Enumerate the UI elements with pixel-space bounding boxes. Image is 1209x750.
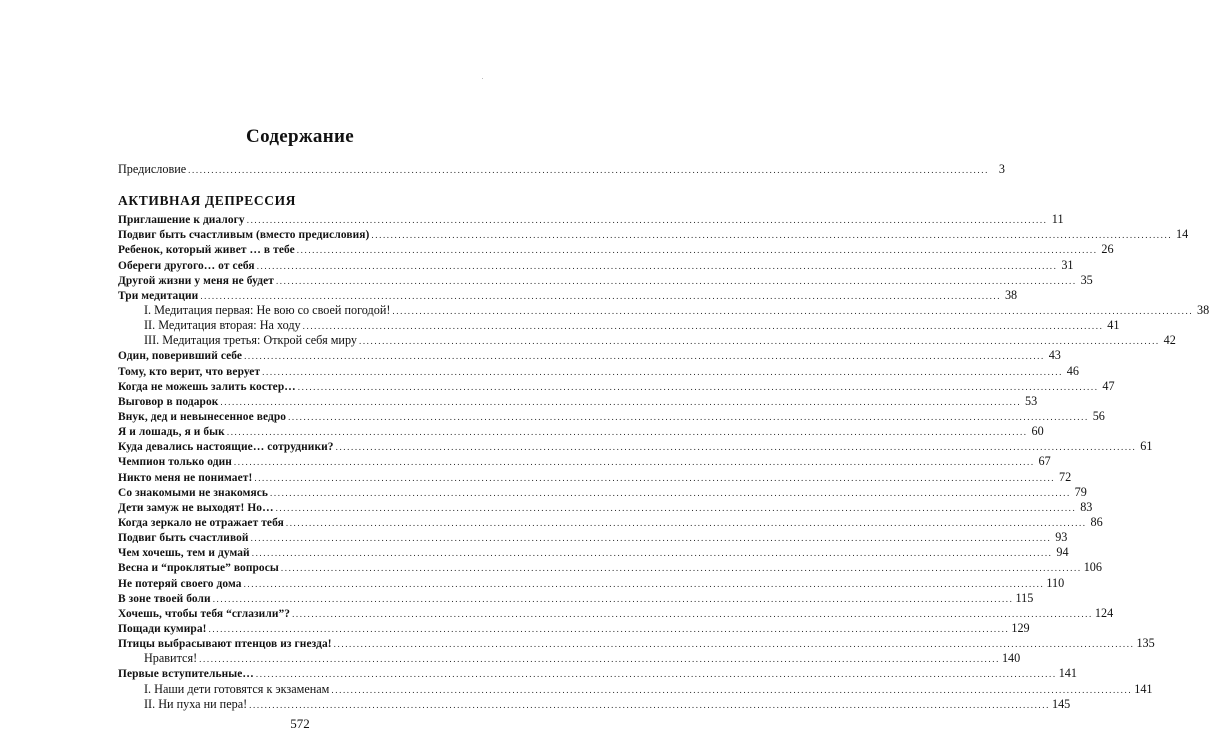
toc-entry-label: Нравится! [144,651,198,666]
toc-entry[interactable] [118,454,1051,469]
toc-entry[interactable] [118,257,1074,273]
toc-entry-page: 47 [1102,378,1115,393]
toc-entry-page: 3 [998,162,1005,176]
toc-entry-preface[interactable] [118,162,1005,177]
toc-entry-label: Дети замуж не выходят! Но… [118,501,274,514]
dot-leader [303,319,1104,334]
dot-leader [270,486,1071,501]
toc-entry-page: 135 [1136,636,1155,651]
toc-entry[interactable] [118,514,1103,530]
toc-entry-page: 94 [1056,545,1069,560]
toc-entry[interactable] [118,681,1153,697]
toc-entry[interactable] [118,560,1102,575]
toc-entry-label: Весна и “проклятые” вопросы [118,562,279,575]
dot-leader [252,546,1053,561]
toc-entry[interactable] [118,605,1114,621]
dot-leader [234,455,1035,470]
toc-entry-label: Не потеряй своего дома [118,577,242,590]
toc-entry-page: 11 [1051,212,1064,227]
toc-entry-page: 56 [1092,408,1105,423]
toc-entry-label: Ребенок, который живет … в тебе [118,244,295,257]
toc-entry-label: Когда не можешь залить костер… [118,380,296,393]
toc-entry[interactable] [118,227,1189,242]
toc-entry[interactable] [118,363,1079,379]
dot-leader [286,516,1087,531]
toc-entry[interactable] [118,651,1021,666]
page-title: Содержание [246,126,354,147]
section-heading: АКТИВНАЯ ДЕПРЕССИЯ [118,193,297,209]
toc-entry-page: 129 [1011,620,1030,635]
toc-entry-page: 35 [1080,272,1093,287]
toc-entry-label: Со знакомыми не знакомясь [118,486,269,499]
toc-entry-label: Внук, дед и невынесенное ведро [118,410,287,423]
toc-entry-label: Чемпион только один [118,456,232,469]
dot-leader [209,622,1010,637]
toc-entry-page: 38 [1004,287,1018,302]
toc-entry-page: 140 [1001,651,1021,666]
toc-entry[interactable] [118,575,1065,591]
toc-entry-label: Приглашение к диалогу [118,214,245,227]
toc-entry[interactable] [118,439,1153,454]
toc-entry-page: 72 [1058,469,1072,484]
toc-entry-page: 145 [1051,696,1071,711]
toc-entry-label: Когда зеркало не отражает тебя [118,516,284,529]
dot-leader [257,259,1058,274]
toc-entry-label: Птицы выбрасывают птенцов из гнезда! [118,638,332,651]
toc-entry-label: Подвиг быть счастливым (вместо предисловия) [118,229,370,242]
toc-entry-page: 31 [1061,257,1074,272]
toc-entry[interactable] [118,242,1114,257]
toc-entry-label: II. Ни пуха ни пера! [144,696,248,711]
toc-entry[interactable] [118,696,1071,712]
toc-entry-page: 61 [1140,439,1153,454]
toc-entry-label: Подвиг быть счастливой [118,532,249,545]
toc-entry-label: I. Наши дети готовятся к экзаменам [144,681,330,696]
toc-entry-label: Один, поверивший себе [118,350,243,363]
dot-leader [297,243,1098,258]
dot-leader [213,592,1014,607]
toc-entry-page: 67 [1038,454,1051,469]
dot-leader [371,228,1172,243]
toc-entry-label: Три медитации [118,289,199,302]
toc-entry-page: 41 [1107,318,1120,333]
toc-entry-label: Никто меня не понимает! [118,471,253,484]
toc-entry-page: 86 [1090,514,1103,529]
dot-leader [336,440,1137,455]
dot-leader [281,561,1082,576]
toc-entry-label: Другой жизни у меня не будет [118,274,274,287]
print-speck [482,78,483,79]
dot-leader [288,410,1089,425]
toc-entry[interactable] [118,530,1068,545]
toc-entry-label: Хочешь, чтобы тебя “сглазили”? [118,607,291,620]
toc-entry[interactable] [118,424,1044,439]
toc-entry[interactable] [118,393,1038,409]
toc-entry-page: 106 [1083,560,1102,575]
toc-entry-label: Чем хочешь, тем и думай [118,547,250,560]
toc-entry-label: III. Медитация третья: Открой себя миру [144,333,357,348]
toc-entry-page: 93 [1055,530,1068,545]
dot-leader [256,667,1057,682]
dot-leader [292,607,1093,622]
toc-entry-label: Первые вступительные… [118,668,254,681]
toc-entry-label: II. Медитация вторая: На ходу [144,318,301,333]
toc-entry-page: 110 [1046,575,1065,590]
dot-leader [298,380,1099,395]
toc-entry-page: 26 [1101,242,1114,257]
toc-entry[interactable] [118,212,1064,227]
toc-entry[interactable] [118,318,1120,333]
toc-entry-page: 42 [1163,333,1176,348]
toc-entry[interactable] [118,302,1209,318]
dot-leader [188,163,989,178]
toc-entry-page: 38 [1197,302,1209,317]
toc-entry-label: Я и лошадь, я и бык [118,426,225,439]
toc-entry-list [118,212,1209,712]
page-number: 572 [290,716,310,731]
toc-entry-label: Тому, кто верит, что верует [118,365,261,378]
toc-entry-label: Предисловие [118,162,187,176]
toc-entry[interactable] [118,348,1061,363]
toc-entry-label: Куда девались настоящие… сотрудники? [118,441,334,454]
dot-leader [331,683,1132,698]
toc-entry-page: 83 [1080,499,1093,514]
toc-entry-page: 79 [1074,484,1087,499]
toc-entry-label: I. Медитация первая: Не вою со своей погодой! [144,302,391,317]
dot-leader [251,531,1052,546]
toc-entry-label: В зоне твоей боли [118,592,211,605]
toc-entry[interactable] [118,469,1072,485]
toc-entry[interactable] [118,666,1077,681]
toc-entry[interactable] [118,408,1105,424]
toc-entry[interactable] [118,378,1115,394]
dot-leader [220,395,1021,410]
toc-entry[interactable] [118,499,1093,515]
toc-entry[interactable] [118,333,1176,348]
toc-entry-label: Обереги другого… от себя [118,259,255,272]
toc-entry-label: Выговор в подарок [118,395,219,408]
toc-entry[interactable] [118,636,1155,651]
dot-leader [199,652,1000,667]
dot-leader [200,289,1001,304]
table-of-contents [118,162,1209,712]
dot-leader [244,577,1045,592]
toc-entry-page: 14 [1176,227,1189,242]
toc-entry-page: 124 [1094,605,1114,620]
toc-entry-page: 115 [1015,590,1034,605]
toc-entry-page: 141 [1058,666,1077,681]
toc-entry[interactable] [118,287,1018,303]
dot-leader [249,698,1050,713]
dot-leader [334,637,1135,652]
dot-leader [227,425,1028,440]
toc-entry-page: 60 [1031,424,1044,439]
toc-entry[interactable] [118,620,1030,636]
toc-entry-label: Пощади кумира! [118,622,207,635]
toc-entry-page: 53 [1025,393,1038,408]
dot-leader [276,274,1077,289]
toc-entry[interactable] [118,272,1093,288]
dot-leader [392,304,1193,319]
dot-leader [359,334,1160,349]
dot-leader [254,471,1055,486]
dot-leader [247,213,1048,228]
dot-leader [262,365,1063,380]
dot-leader [276,501,1077,516]
toc-entry[interactable] [118,590,1034,606]
toc-entry[interactable] [118,545,1069,560]
toc-entry[interactable] [118,484,1087,500]
toc-entry-page: 141 [1134,681,1153,696]
dot-leader [244,349,1045,364]
toc-entry-page: 46 [1066,363,1079,378]
toc-entry-page: 43 [1048,348,1061,363]
